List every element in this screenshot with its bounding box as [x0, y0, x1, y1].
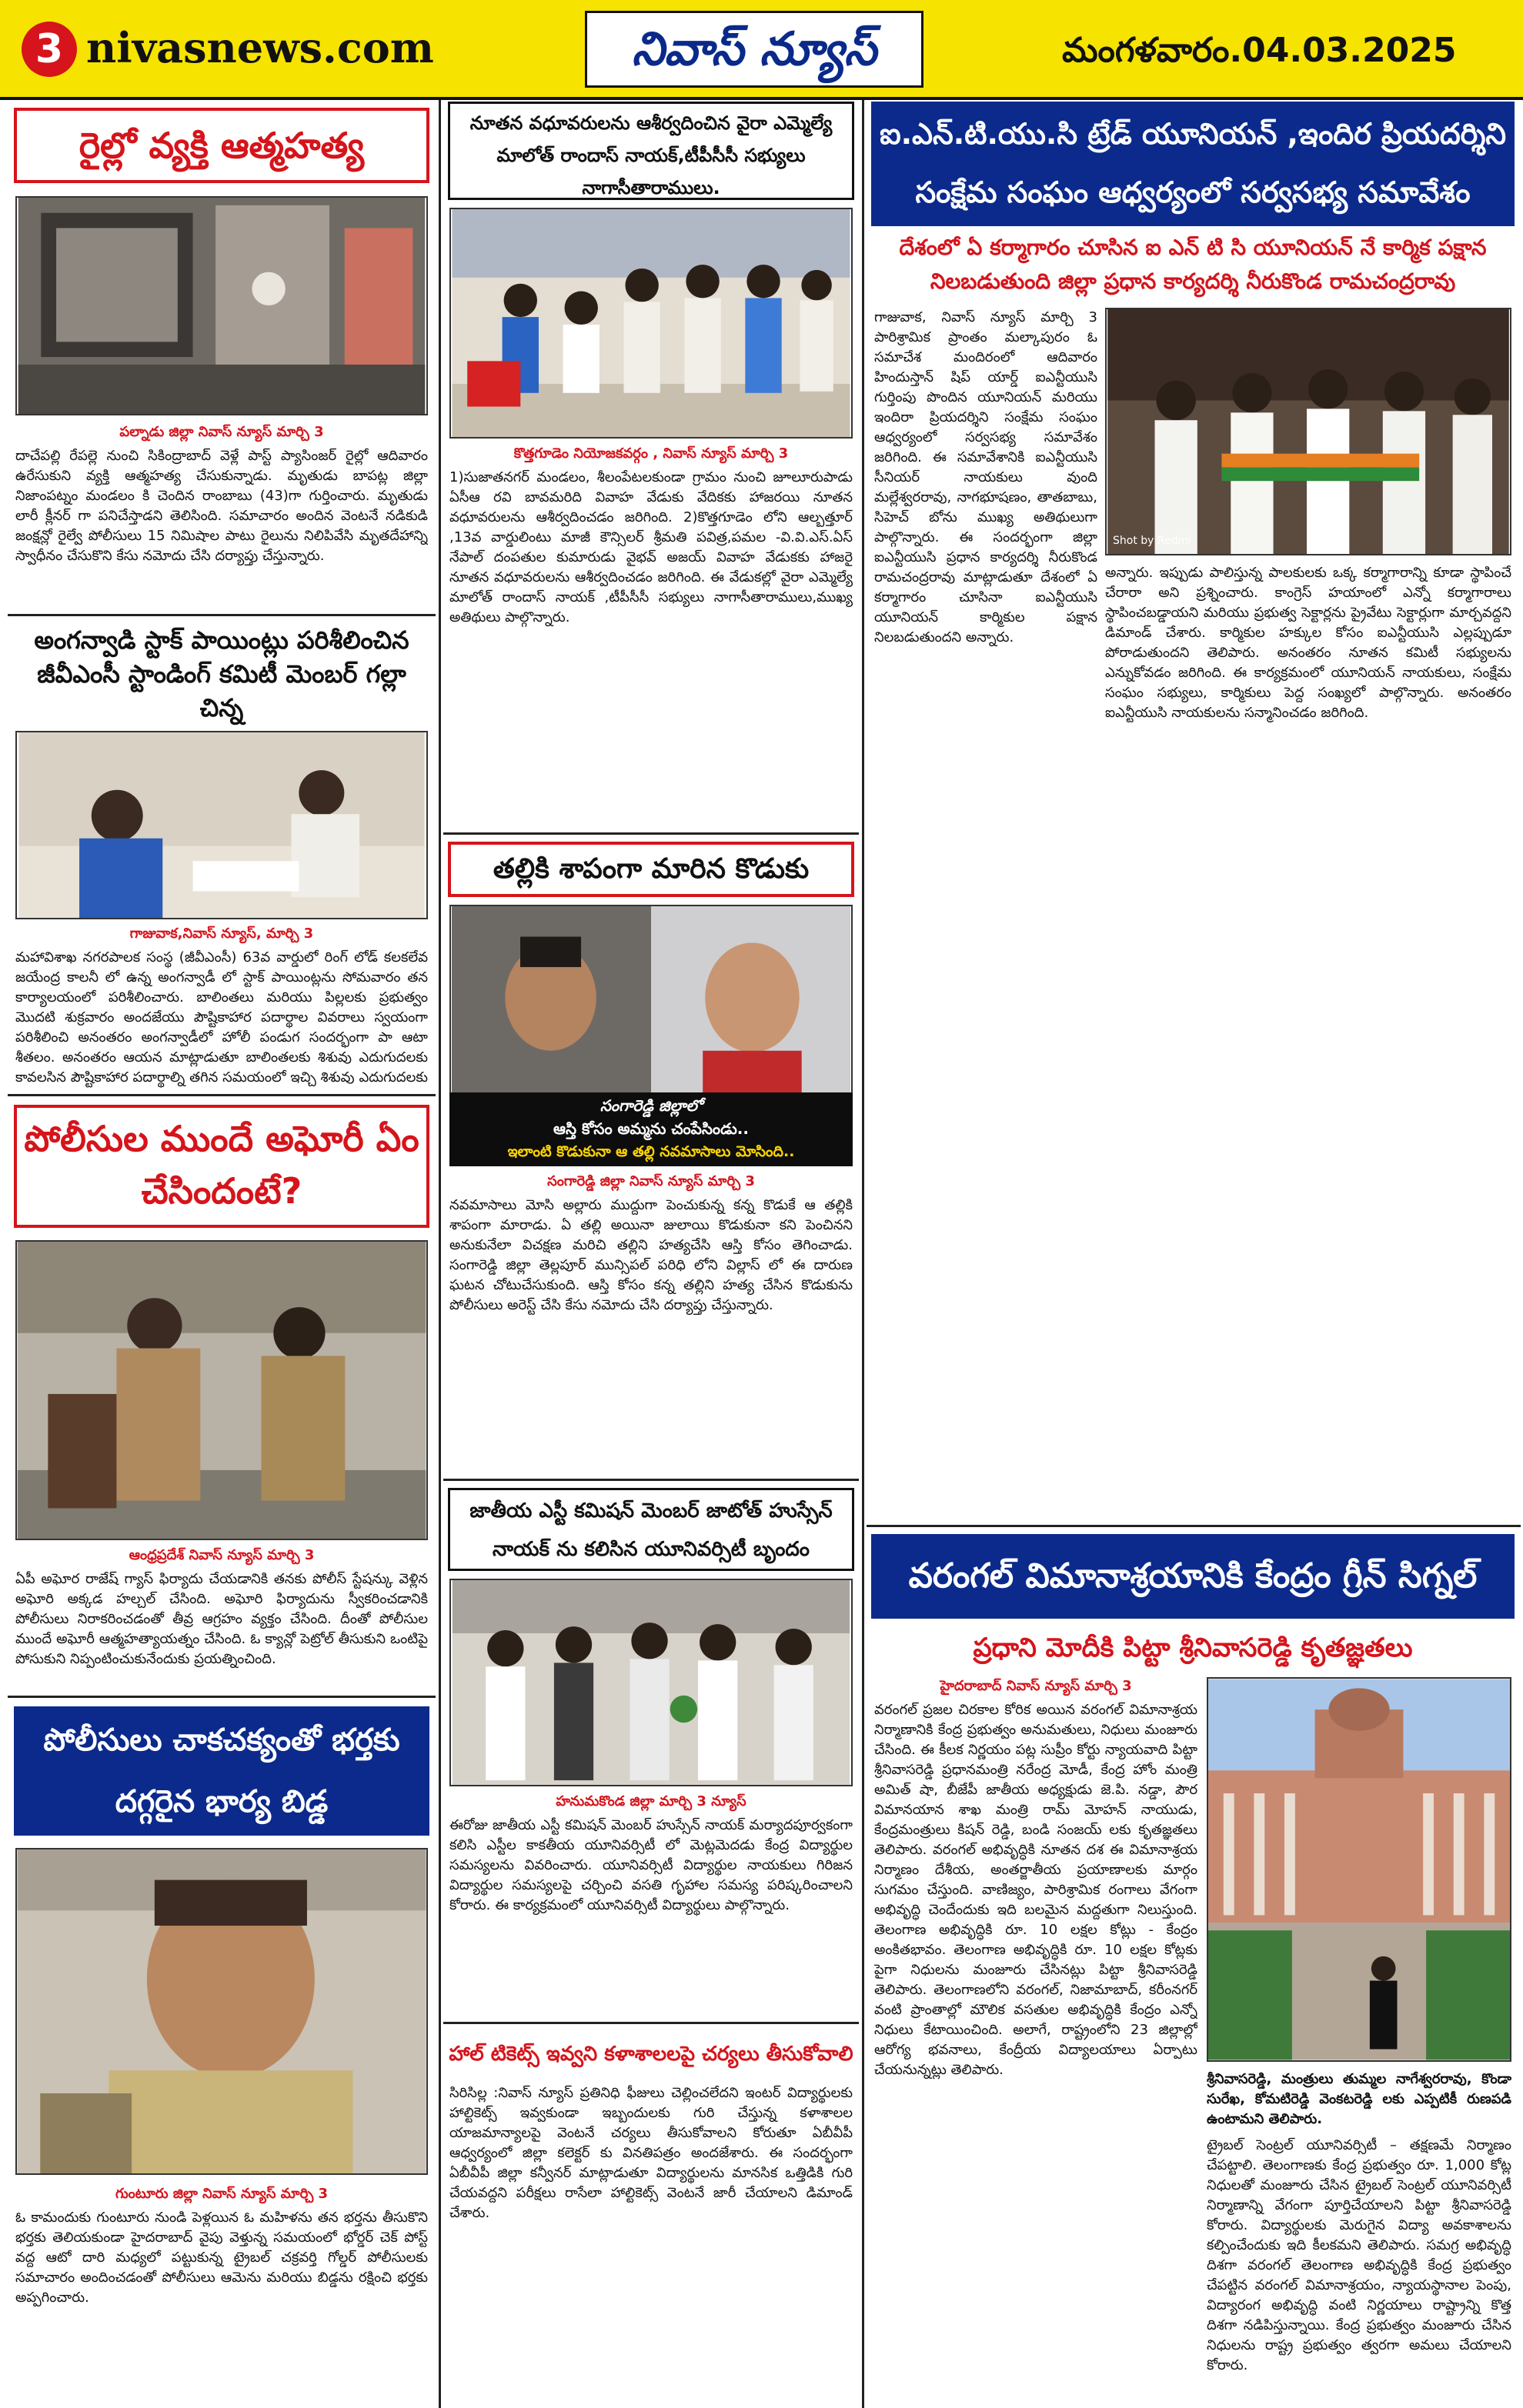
- university-team-image: [451, 1580, 851, 1785]
- article-body: ఏపీ అఘోర రాజేష్ గ్యాస్ ఫిర్యాదు చేయడానికి తనకు పోలీస్ స్టేషన్కు వెళ్లిన అఘోరి అక్కడ హల్చల్ చేసింది. అఘోరి ఫిర్యాదును స్వీకరించడానికి పోలీసులు నిరాకరించడంతో తీవ్ర ఆగ్రహం వ్యక్తం చేసింది. దీంతో పోలీసుల ముందే అఘోరీ ఆత్మహత్యాయత్నం చేసింది. ఓ క్యాన్లో పెట్రోల్ తీసుకుని ఒంటిపై పోసుకుని నిప్పంటించుకునేందుకు ప్రయత్నించింది.: [15, 1571, 428, 1667]
- article-body: ఈరోజు జాతీయ ఎస్టీ కమిషన్ మెంబర్ హుస్సేన్ నాయక్ మర్యాదపూర్వకంగా కలిసి ఎస్టీల కాకతీయ యూనివర్సిటీ లో మెట్లమెదడు కేంద్ర విద్యార్థుల సమస్యలను వివరించారు. యూనివర్సిటీ విద్యార్థుల నాయకులు గిరిజన విద్యార్థుల సమస్యలపై చర్చించి వసతి గృహాల సమస్య పరిష్కరించాలని కోరారు. ఈ కార్యక్రమంలో యూనివర్సిటీ విద్యార్థులు పాల్గొన్నారు.: [449, 1817, 853, 1913]
- column-rule: [439, 100, 441, 2408]
- overlay-text: ఇలాంటి కొడుకునా ఆ తల్లి నవమాసాలు మోసింది..: [507, 1143, 795, 1160]
- photo-caption: శ్రీనివాసరెడ్డి, మంత్రులు తుమ్మల నాగేశ్వరరావు, కొండా సురేఖ, కోమటిరెడ్డి వెంకటరెడ్డి లకు ఎప్పటికీ రుణపడి ఉంటామని తెలిపారు.: [1207, 2071, 1511, 2127]
- headline-police-reunite[interactable]: పోలీసులు చాకచక్యంతో భర్తకు దగ్గరైన భార్య బిడ్డ: [14, 1706, 429, 1836]
- subhead-intuc: దేశంలో ఏ కర్మాగారం చూసిన ఐ ఎన్ టి సి యూనియన్ నే కార్మిక పక్షాన నిలబడుతుంది జిల్లా ప్రధాన కార్యదర్శి నీరుకొండ రామచంద్రరావు: [899, 235, 1487, 294]
- article-body: మహావిశాఖ నగరపాలక సంస్థ (జీవీఎంసీ) 63వ వార్డులో రింగ్ లోడ్ కలకలేవ జయేంద్ర కాలనీ లో ఉన్న అంగన్వాడీ లో స్టాక్ పాయింట్లను సోమవారం తన కార్యాలయంలో పరిశీలించారు. బాలింతలు మరియు పిల్లలకు ప్రభుత్వం మొదటి శుక్రవారం అందజేయు పౌష్టికాహార పదార్థాల వివరాలు స్వయంగా పరిశీలించి అనంతరం అంగన్వాడీలో హోలీ పండుగ సందర్భంగా పా ఆటా శీతలం. అనంతరం ఆయన మాట్లాడుతూ బాలింతలకు శిశువు ఎదుగుదలకు కావలసిన పౌష్టికాహార పదార్థాల్ని తగిన సమయంలో ఇచ్చి శిశువు ఎదుగుదలకు: [15, 949, 428, 1086]
- site-name[interactable]: nivasnews.com: [86, 23, 434, 72]
- article-divider: [8, 1696, 436, 1698]
- train-interior-image: [17, 198, 426, 414]
- supreme-court-image: [1208, 1679, 1510, 2060]
- headline-rail-suicide[interactable]: రైల్లో వ్యక్తి ఆత్మహత్య: [78, 125, 365, 166]
- dateline: హనుమకొండ జిల్లా మార్చి 3 న్యూస్: [556, 1793, 746, 1809]
- photo-intuc-felicitation: [1105, 308, 1511, 555]
- inspection-image: [17, 732, 426, 918]
- dateline: సంగారెడ్డి జిల్లా నివాస్ న్యూస్ మార్చి 3: [547, 1173, 755, 1189]
- article-divider: [443, 832, 859, 835]
- overlay-text: ఆస్తి కోసం అమ్మను చంపేసిండు..: [553, 1119, 749, 1138]
- article-divider: [8, 614, 436, 616]
- newspaper-logo: నివాస్ న్యూస్: [632, 22, 877, 76]
- dateline: గాజువాక,నివాస్ న్యూస్, మార్చి 3: [129, 926, 314, 942]
- photo-wedding: [449, 208, 853, 439]
- overlay-text: సంగారెడ్డి జిల్లాలో: [600, 1096, 703, 1115]
- article-body: సిరిసిల్ల :నివాస్ న్యూస్ ప్రతినిధి ఫీజులు చెల్లించలేదని ఇంటర్ విద్యార్థులకు హాల్టికెట్స్ ఇవ్వకుండా ఇబ్బందులకు గురి చేస్తున్న కళాశాలల యాజమాన్యాలపై వెంటనే చర్యలు తీసుకోవాలని కోరుతూ ఏబీవీపీ ఆధ్వర్యంలో జిల్లా కలెక్టర్ కు వినతిపత్రం అందజేశారు. ఈ సందర్భంగా ఏబీవీపీ జిల్లా కన్వీనర్ మాట్లాడుతూ విద్యార్థులను మానసిక ఒత్తిడికి గురి చేయవద్దని పరీక్షలు రాసేలా హాల్టికెట్స్ వెంటనే జారీ చేయాలని డిమాండ్ చేశారు.: [449, 2085, 853, 2221]
- article-divider: [443, 1479, 859, 1481]
- article-body: ట్రైబల్ సెంట్రల్ యూనివర్సిటీ – తక్షణమే నిర్మాణం చేపట్టాలి. తెలంగాణకు కేంద్ర ప్రభుత్వం రూ. 1,000 కోట్ల నిధులతో మంజూరు చేసిన ట్రైబల్ సెంట్రల్ యూనివర్సిటీ నిర్మాణాన్ని వేగంగా పూర్తిచేయాలని పిట్టా శ్రీనివాసరెడ్డి కోరారు. విద్యార్థులకు మెరుగైన విద్యా అవకాశాలను కల్పించేందుకు ఇది కీలకమని తెలిపారు. సమగ్ర అభివృద్ధి దిశగా వరంగల్ తెలంగాణ అభివృద్ధికి కేంద్ర ప్రభుత్వం చేపట్టిన వరంగల్ విమానాశ్రయం, న్యాయస్థానాల పెంపు, విద్యారంగ అభివృద్ధి వంటి నిర్ణయాలు రాష్ట్రాన్ని కొత్త దిశగా నడిపిస్తున్నాయి. కేంద్ర ప్రభుత్వం మంజూరు చేసిన నిధులను రాష్ట్ర ప్రభుత్వం త్వరగా అమలు చేయాలని కోరారు.: [1207, 2137, 1511, 2373]
- article-body: దాచేపల్లి రేపల్లె నుంచి సికింద్రాబాద్ వెళ్లే పాస్ట్ ప్యాసింజర్ రైల్లో ఆదివారం ఉరేసుకుని వ్యక్తి ఆత్మహత్య చేసుకున్నాడు. మృతుడు బాపట్ల జిల్లా నిజాంపట్నం మండలం కి చెందిన రాంబాబు (43)గా గుర్తించారు. మృతుడు లారీ క్లీనర్ గా పనిచేస్తాడని తెలిసింది. సమాచారం అందిన వెంటనే నడికుడి జంక్షన్లో రైల్వే పోలీసులు 15 నిమిషాల పాటు రైలును నిలిపివేసి మృతదేహాన్ని స్వాధీనం చేసుకొని కేసు నమోదు చేసి దర్యాప్తు చేస్తున్నారు.: [15, 448, 428, 564]
- headline-st-commission[interactable]: జాతీయ ఎస్టీ కమిషన్ మెంబర్ జాటోత్ హుస్సేన్ నాయక్ ను కలిసిన యూనివర్సిటీ బృందం: [448, 1488, 854, 1571]
- article-body: నవమాసాలు మోసి అల్లారు ముద్దుగా పెంచుకున్న కన్న కొడుకే ఆ తల్లికి శాపంగా మారాడు. ఏ తల్లి అయినా జులాయి కొడుకునా కని పెంచినని అనుకునేలా విచక్షణ మరిచి తల్లిని హత్యచేసి ఆస్తి కోసం తెగించాడు. సంగారెడ్డి జిల్లా తెల్లపూర్ మున్సిపల్ పరిధి లోని విల్లాస్ లో ఈ దారుణ ఘటన చోటుచేసుకుంది. ఆస్తి కోసం కన్న తల్లిని హత్య చేసిన కొడుకును పోలీసులు అరెస్ట్ చేసి కేసు నమోదు చేసి దర్యాప్తు చేస్తున్నారు.: [449, 1197, 853, 1313]
- photo-train-compartment: [15, 196, 428, 415]
- dateline: గుంటూరు జిల్లా నివాస్ న్యూస్ మార్చి 3: [115, 2186, 329, 2202]
- article-body: వరంగల్ ప్రజల చిరకాల కోరిక అయిన వరంగల్ విమానాశ్రయ నిర్మాణానికి కేంద్ర ప్రభుత్వం అనుమతులు, నిధులు మంజూరు చేసింది. ఈ కీలక నిర్ణయం పట్ల సుప్రీం కోర్టు న్యాయవాది పిట్టా శ్రీనివాసరెడ్డి ప్రధానమంత్రి నరేంద్ర మోడీ, కేంద్ర హోం మంత్రి అమిత్ షా, బీజేపీ జాతీయ అధ్యక్షుడు జె.పి. నడ్డా, పౌర విమానయాన శాఖ మంత్రి రామ్ మోహన్ నాయుడు, కేంద్రమంత్రులు కిషన్ రెడ్డి, బండి సంజయ్ లకు కృతజ్ఞతలు తెలిపారు. వరంగల్ అభివృద్ధికి నూతన దశ ఈ విమానాశ్రయ నిర్మాణం దేశీయ, అంతర్జాతీయ ప్రయాణాలకు మార్గం సుగమం చేస్తుంది. వాణిజ్యం, పారిశ్రామిక రంగాలు వేగంగా అభివృద్ధి చెందేందుకు ఇది బలమైన మద్దతుగా నిలుస్తుంది. తెలంగాణ అభివృద్ధికి రూ. 10 లక్షల కోట్లు - కేంద్రం అంకితభావం. తెలంగాణ అభివృద్ధికి రూ. 10 లక్షల కోట్లకు పైగా నిధులను మంజూరు చేసినట్లు పిట్టా శ్రీనివాసరెడ్డి తెలిపారు. తెలంగాణలోని వరంగల్, నిజామాబాద్, కరీంనగర్ వంటి ప్రాంతాల్లో మౌలిక వసతుల అభివృద్ధికి కేంద్రం ఎన్నో నిధులు కేటాయించింది. అలాగే, రాష్ట్రంలోని 23 జిల్లాల్లో ఆరోగ్య భవనాలు, కేంద్రీయ విద్యాలయాలు ఏర్పాటు చేయనున్నట్లు తెలిపారు.: [874, 1702, 1197, 2078]
- photo-supreme-court: [1207, 1677, 1511, 2062]
- page-number-badge: 3: [22, 22, 77, 77]
- article-body: 1)సుజాతనగర్ మండలం, శీలంపేటలకుండా గ్రామం నుంచి జూలూరుపాడు ఏసీఆ రవి బావమరిది వివాహ వేడుకు వేదికకు హాజరయి నూతన వధూవరులను ఆశీర్వదించడం జరిగింది. 2)కొత్తగూడెం లోని ఆల్బత్తూర్ ,13వ వార్డులింటు మాజీ కౌన్సిలర్ శ్రీమతి పవిత్ర,పమల -వి.వి.ఎస్.ఏస్ నేపాల్ దంపతుల కుమారుడు వైభవ్ అజయ్ వివాహ వేడుకకు హాజరై నూతన వధూవరులను ఆశీర్వదించడం జరిగింది. ఈ వేడుకల్లో వైరా ఎమ్మెల్యే మాలోత్ రాందాస్ నాయక్ ,టీపీసీసీ సభ్యులు నాగాసీతారాములు,ముఖ్య అతిథులు పాల్గొన్నారు.: [449, 469, 853, 625]
- dateline: పల్నాడు జిల్లా నివాస్ న్యూస్ మార్చి 3: [119, 424, 324, 440]
- dateline: ఆంధ్రప్రదేశ్ నివాస్ న్యూస్ మార్చి 3: [129, 1547, 315, 1563]
- man-portrait-image: [17, 1849, 426, 2173]
- article-divider: [867, 1525, 1521, 1527]
- column-rule: [862, 100, 864, 2408]
- photo-man: [15, 1848, 428, 2175]
- police-scene-image: [17, 1242, 426, 1539]
- headline-warangal-airport[interactable]: వరంగల్ విమానాశ్రయానికి కేంద్రం గ్రీన్ సిగ్నల్: [871, 1534, 1515, 1619]
- headline-anganwadi[interactable]: అంగన్వాడి స్టాక్ పాయింట్లు పరిశీలించిన జీవీఎంసీ స్టాండింగ్ కమిటీ మెంబర్ గల్లా చిన్న: [34, 625, 409, 722]
- issue-date: మంగళవారం.04.03.2025: [1062, 31, 1457, 70]
- dateline: కొత్తగూడెం నియోజకవర్గం , నివాస్ న్యూస్ మార్చి 3: [513, 445, 789, 462]
- headline-son-curse[interactable]: తల్లికి శాపంగా మారిన కొడుకు: [493, 853, 810, 885]
- photo-aghori-police: [15, 1240, 428, 1540]
- photo-watermark: Shot by Redmi: [1113, 535, 1192, 547]
- headline-intuc-meeting[interactable]: ఐ.ఎన్.టి.యు.సి ట్రేడ్ యూనియన్ ,ఇందిర ప్రియదర్శిని సంక్షేమ సంఘం ఆధ్వర్యంలో సర్వసభ్య సమావేశం: [871, 102, 1515, 226]
- article-body: అన్నారు. ఇప్పుడు పాలిస్తున్న పాలకులకు ఒక్క కర్మాగారాన్ని కూడా స్థాపించే చేరారా అని ప్రశ్నించారు. కాంగ్రెస్ హయాంలో ఎన్నో కర్మాగారాలు స్థాపించబడ్డాయని మరియు ప్రభుత్వ సెక్టార్లను ప్రైవేటు సెక్టార్లుగా మార్చవద్దని డిమాండ్ చేశారు. కార్మికుల హక్కుల కోసం ఐఎన్టీయుసి ఎల్లప్పుడూ పోరాడుతుందని తెలిపారు. అనంతరం నూతన కమిటీ సభ్యులను ఎన్నుకోవడం జరిగింది. ఈ కార్యక్రమంలో యూనియన్ నాయకులు, సంక్షేమ సంఘం సభ్యులు, కార్మికులు పెద్ద సంఖ్యలో పాల్గొన్నారు. అనంతరం ఐఎన్టీయుసి నాయకులను సన్మానించడం జరిగింది.: [1105, 565, 1511, 721]
- dateline: హైదరాబాద్ నివాస్ న్యూస్ మార్చి 3: [940, 1678, 1132, 1694]
- article-body: ఓ కామందుకు గుంటూరు నుండి పెళ్లయిన ఓ మహిళను తన భర్తను తీసుకొని భర్తకు తెలియకుండా హైదరాబాద్ వైపు వెళ్తున్న సమయంలో భోర్డర్ చెక్ పోస్ట్ వద్ద ఆటో దారి మధ్యలో పట్టుకున్న ట్రైబల్ చక్రవర్తి గోల్డర్ పోలీసులకు సమాచారం అందించడంతో పోలీసులు ఆమెను మరియు బిడ్డను రక్షించి భర్తకు అప్పగించారు.: [15, 2210, 428, 2306]
- article-body: గాజువాక, నివాస్ న్యూస్ మార్చి 3 పారిశ్రామిక ప్రాంతం మల్కాపురం ఓ సమాచేశ మందిరంలో ఆదివారం హిందుస్తాన్ షిప్ యార్డ్ ఐఎన్టీయుసి గుర్తింపు పొందిన యూనియన్ మరియు ఇందిరా ప్రియదర్శిని సంక్షేమ సంఘం ఆధ్వర్యంలో సర్వసభ్య సమావేశం జరిగింది. ఈ సమావేశానికి ఐఎన్టీయుసి సీనియర్ నాయకులు వుంది మల్లేశ్వరరావు, నాగభూషణం, తాతబాబు, సిహెచ్ బోను ముఖ్య అతిథులుగా పాల్గొన్నారు. ఈ సందర్భంగా జిల్లా ఐఎన్టీయుసి ప్రధాన కార్యదర్శి నీరుకొండ రామచంద్రరావు మాట్లాడుతూ దేశంలో ఏ కర్మాగారం చూసినా ఐఎన్టీయుసి యూనియన్ కార్మికుల పక్షాన నిలబడుతుందని అన్నారు.: [874, 309, 1097, 645]
- felicitation-image: [1107, 309, 1510, 554]
- headline-mla-blessing[interactable]: నూతన వధూవరులను ఆశీర్వదించిన వైరా ఎమ్మెల్యే మాలోత్ రాందాస్ నాయక్,టీపీసీసీ సభ్యులు నాగాసీతారాములు.: [448, 102, 854, 200]
- photo-university-team: [449, 1579, 853, 1786]
- wedding-group-image: [451, 209, 851, 437]
- headline-hall-tickets[interactable]: హాల్ టికెట్స్ ఇవ్వని కళాశాలలపై చర్యలు తీసుకోవాలి: [449, 2043, 853, 2066]
- article-divider: [443, 2022, 859, 2024]
- headline-aghori[interactable]: పోలీసుల ముందే అఘోరీ ఏం చేసిందంటే?: [24, 1118, 419, 1212]
- subhead-warangal: ప్రధాని మోదీకి పిట్టా శ్రీనివాసరెడ్డి కృతజ్ఞతలు: [973, 1633, 1413, 1663]
- article-divider: [8, 1094, 436, 1096]
- photo-anganwadi-inspection: [15, 731, 428, 919]
